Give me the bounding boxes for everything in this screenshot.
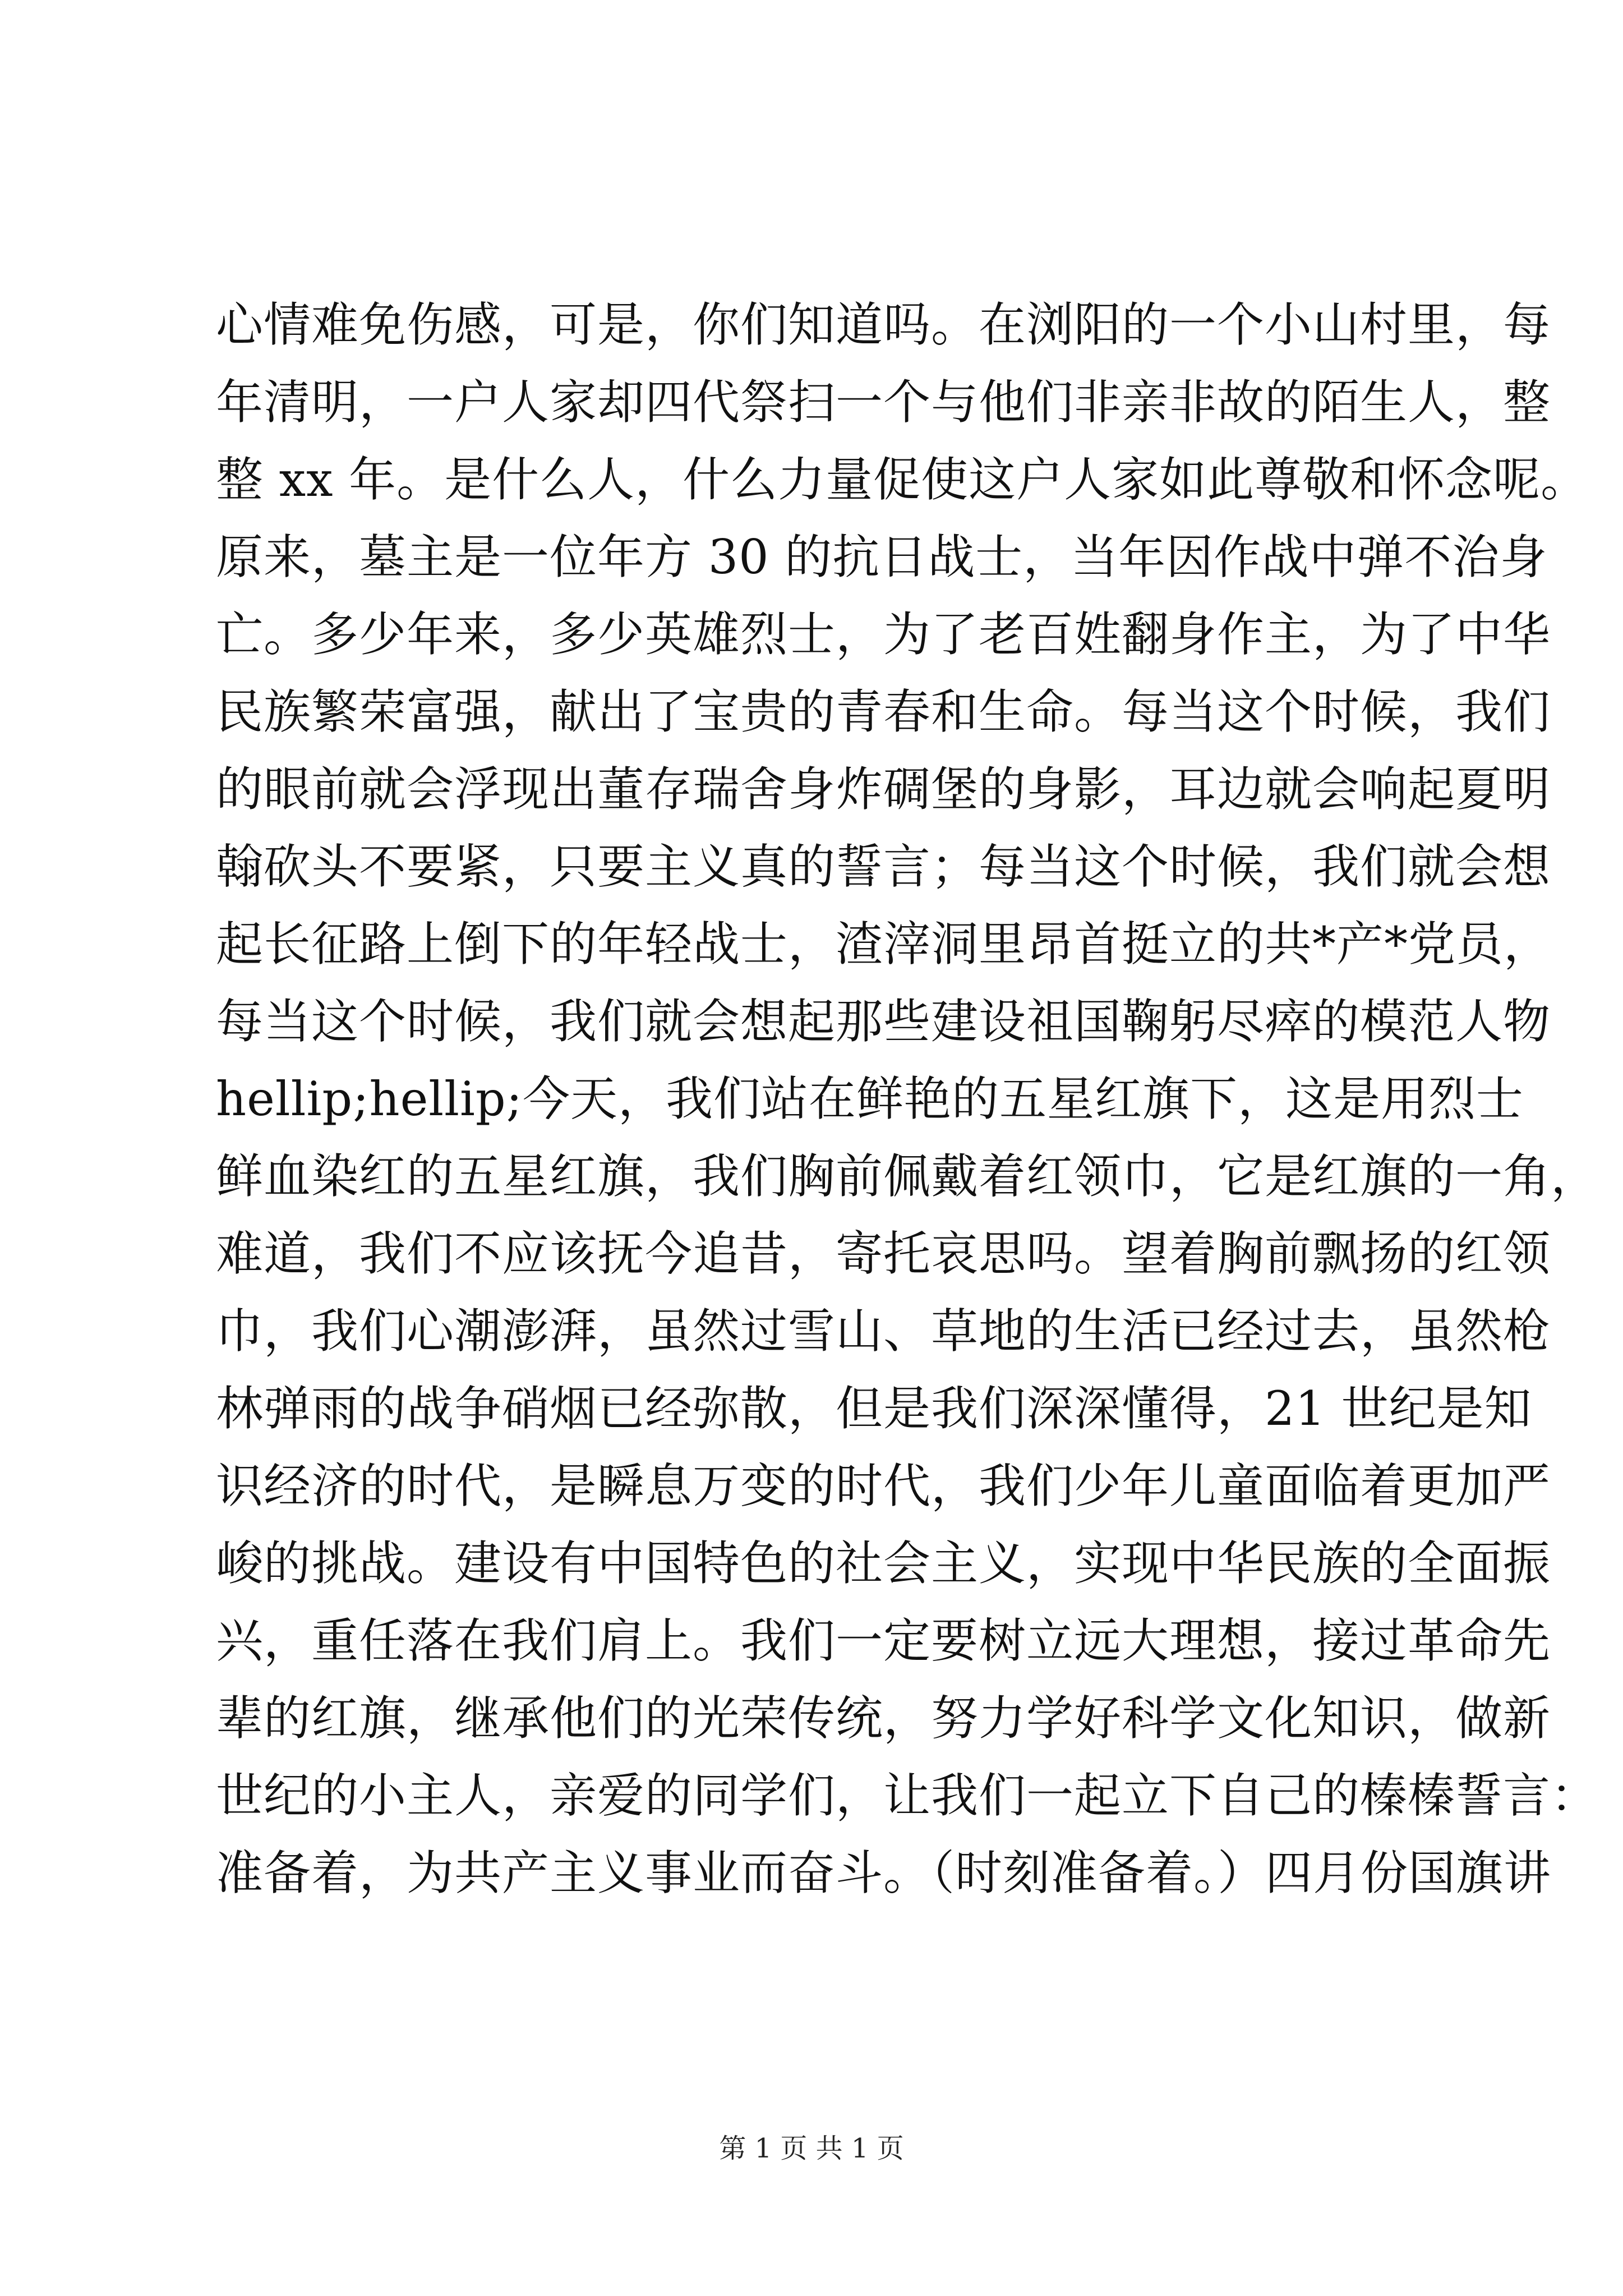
text-line: 峻的挑战。建设有中国特色的社会主义，实现中华民族的全面振 <box>216 1536 1551 1591</box>
text-line: 难道，我们不应该抚今追昔，寄托哀思吗。望着胸前飘扬的红领 <box>216 1226 1551 1281</box>
text-line: 原来，墓主是一位年方 30 的抗日战士，当年因作战中弹不治身 <box>216 530 1548 585</box>
text-line: 林弹雨的战争硝烟已经弥散，但是我们深深懂得，21 世纪是知 <box>216 1381 1532 1436</box>
text-line: 民族繁荣富强，献出了宝贵的青春和生命。每当这个时候，我们 <box>216 684 1551 739</box>
text-line: 的眼前就会浮现出董存瑞舍身炸碉堡的身影，耳边就会响起夏明 <box>216 762 1551 817</box>
text-line: 起长征路上倒下的年轻战士，渣滓洞里昂首挺立的共*产*党员， <box>216 917 1552 972</box>
text-line: hellip;hellip;今天，我们站在鲜艳的五星红旗下，这是用烈士 <box>216 1071 1524 1126</box>
text-line: 兴，重任落在我们肩上。我们一定要树立远大理想，接过革命先 <box>216 1613 1551 1668</box>
text-line: 巾，我们心潮澎湃，虽然过雪山、草地的生活已经过去，虽然枪 <box>216 1304 1551 1359</box>
text-line: 每当这个时候，我们就会想起那些建设祖国鞠躬尽瘁的模范人物 <box>216 994 1551 1049</box>
text-line: 亡。多少年来，多少英雄烈士，为了老百姓翻身作主，为了中华 <box>216 607 1551 662</box>
text-line: 年清明，一户人家却四代祭扫一个与他们非亲非故的陌生人，整 <box>216 375 1551 430</box>
text-line: 世纪的小主人，亲爱的同学们，让我们一起立下自己的榛榛誓言： <box>216 1768 1599 1823</box>
text-line: 准备着，为共产主义事业而奋斗。（时刻准备着。）四月份国旗讲 <box>216 1846 1552 1901</box>
speech-body-text <box>216 286 1599 1912</box>
page-number-footer: 第 1 页 共 1 页 <box>719 2133 904 2164</box>
text-line: 心情难免伤感，可是，你们知道吗。在浏阳的一个小山村里，每 <box>216 297 1551 352</box>
text-line: 鲜血染红的五星红旗，我们胸前佩戴着红领巾，它是红旗的一角， <box>216 1149 1599 1204</box>
text-line: 整 xx 年。是什么人，什么力量促使这户人家如此尊敬和怀念呢。 <box>216 452 1589 507</box>
text-line: 辈的红旗，继承他们的光荣传统，努力学好科学文化知识，做新 <box>216 1691 1551 1746</box>
text-line: 识经济的时代，是瞬息万变的时代，我们少年儿童面临着更加严 <box>216 1458 1551 1513</box>
text-line: 翰砍头不要紧，只要主义真的誓言；每当这个时候，我们就会想 <box>216 839 1551 894</box>
